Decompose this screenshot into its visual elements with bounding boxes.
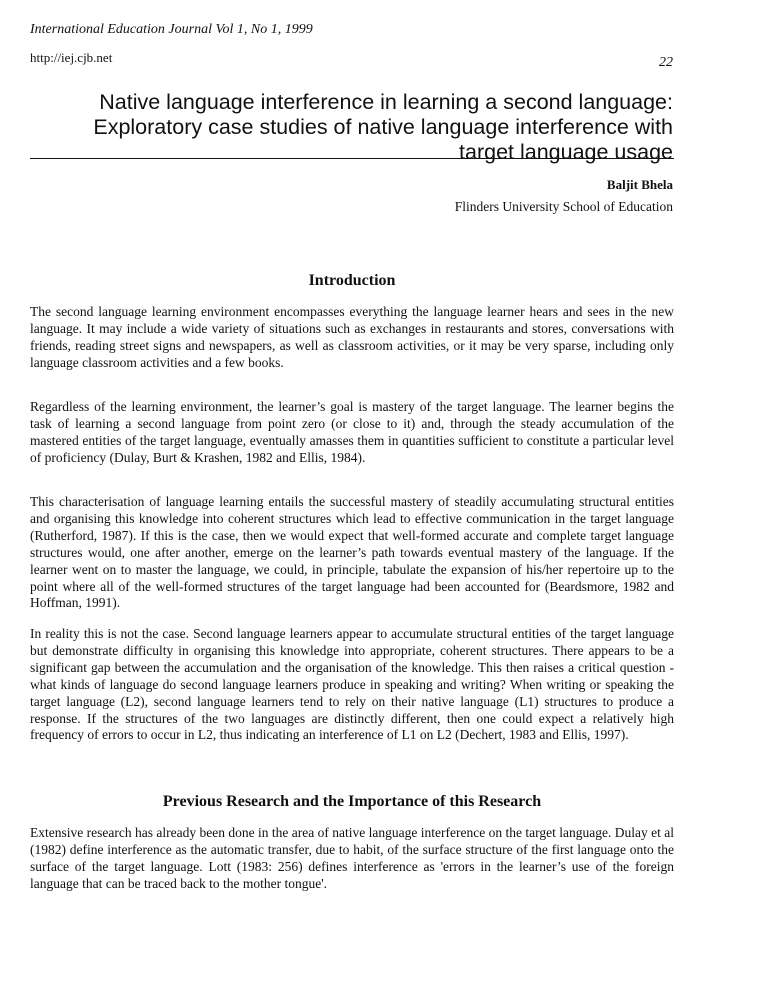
section-heading-previous-research: Previous Research and the Importance of this Research [162,793,542,810]
journal-url[interactable]: http://iej.cjb.net [30,50,113,65]
paragraph: Regardless of the learning environment, the learner’s goal is mastery of the target language. The learner begins the task of learning a second language from point zero (or close to it) and, through the steady accumulation of the mastered entities of the target language, eventually amasses them in quantities sufficient to constitute a particular level of proficiency (Dulay, Burt & Krashen, 1982 and Ellis, 1984). [30,399,674,465]
title-divider [30,158,674,159]
author-affiliation: Flinders University School of Education [454,199,673,214]
journal-name: International Education Journal Vol 1, No 1, 1999 [30,22,313,37]
section-heading-introduction: Introduction [308,272,396,289]
paragraph: This characterisation of language learning entails the successful mastery of steadily accumulating structural entities and organising this knowledge into coherent structures which lead to effective communication in the target language (Rutherford, 1987). If this is the case, then we would expect that well-formed accurate and complete target language structures would, one after another, emerge on the learner’s path towards eventual mastery of the language. If the learner went on to master the language, we could, in principle, tabulate the expansion of his/her repertoire up to the point where all of the well-formed structures of the target language had been accounted for (Beardsmore, 1982 and Hoffman, 1991). [30,494,674,611]
paragraph: The second language learning environment encompasses everything the language learner hears and sees in the new language. It may include a wide variety of situations such as exchanges in restaurants and stores, conversations with friends, reading street signs and newspapers, as well as classroom activities, or it may be very sparse, including only language classroom activities and a few books. [30,304,674,370]
paragraph: Extensive research has already been done in the area of native language interference on the target language. Dulay et al (1982) define interference as the automatic transfer, due to habit, of the surface structure of the first language onto the surface of the target language. Lott (1983: 256) defines interference as 'errors in the learner’s use of the foreign language that can be traced back to the mother tongue'. [30,825,674,891]
page-number: 22 [659,55,673,70]
article-title: Native language interference in learning a second language: Exploratory case studies of native language interference with target language usage [93,90,673,164]
paragraph: In reality this is not the case. Second language learners appear to accumulate structural entities of the target language but demonstrate difficulty in organising this knowledge into appropriate, coherent structures. There appears to be a significant gap between the accumulation and the organisation of the knowledge. This then raises a critical question - what kinds of language do second language learners produce in speaking and writing? When writing or speaking the target language (L2), second language learners tend to rely on their native language (L1) structures to produce a response. If the structures of the two languages are distinctly different, then one could expect a relatively high frequency of errors to occur in L2, thus indicating an interference of L1 on L2 (Dechert, 1983 and Ellis, 1997). [30,626,674,743]
author-name: Baljit Bhela [606,177,673,192]
